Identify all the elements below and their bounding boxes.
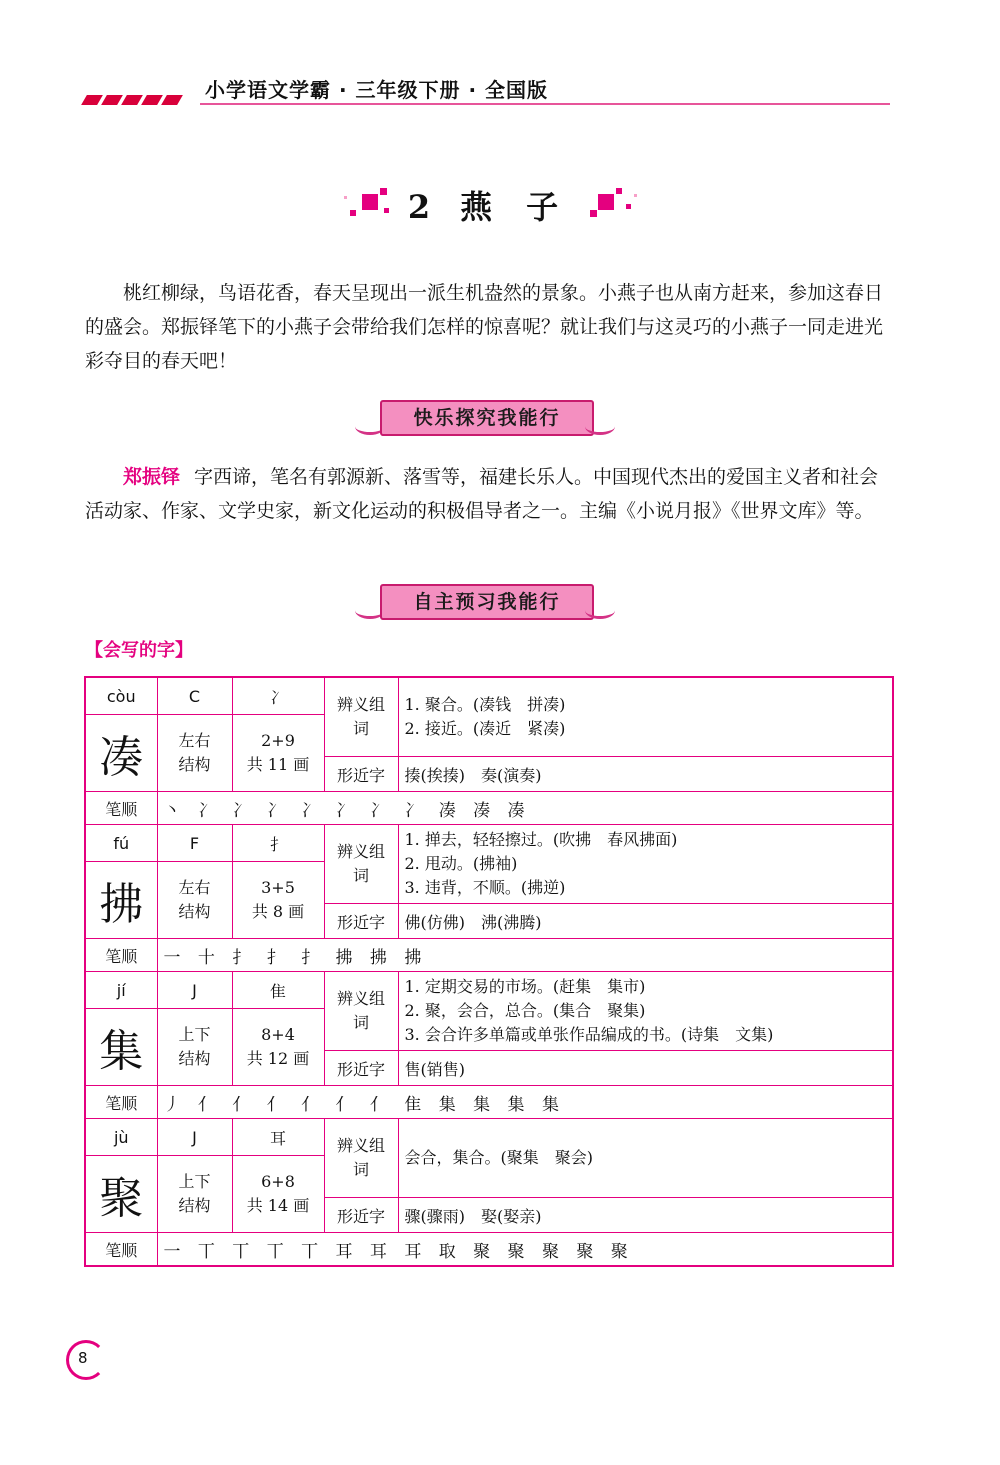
stroke-order: 丿 亻 亻 亻 亻 亻 亻 隹 集 集 集 集 bbox=[157, 1086, 893, 1119]
stroke-order: 丶 冫 冫 冫 冫 冫 冫 冫 凑 凑 凑 bbox=[157, 792, 893, 825]
structure: 左右结构 bbox=[157, 862, 232, 939]
similar-label: 形近字 bbox=[324, 1198, 398, 1233]
count-formula: 8+4 bbox=[261, 1025, 295, 1044]
structure: 上下结构 bbox=[157, 1009, 232, 1086]
meaning-label: 辨义组词 bbox=[324, 825, 398, 904]
stroke-count bbox=[232, 1156, 324, 1233]
index-letter: J bbox=[157, 1119, 232, 1156]
radical: 冫 bbox=[232, 677, 324, 715]
stroke-order: 一 十 扌 扌 扌 拂 拂 拂 bbox=[157, 939, 893, 972]
meaning-list bbox=[398, 677, 893, 757]
similar-chars: 骤(骤雨) 娶(娶亲) bbox=[398, 1198, 893, 1233]
radical: 耳 bbox=[232, 1119, 324, 1156]
char-row-pinyin bbox=[85, 677, 893, 715]
strokes-label: 笔顺 bbox=[85, 1086, 157, 1119]
meaning-list bbox=[398, 825, 893, 904]
meaning-item: 1. 掸去，轻轻擦过。(吹拂 春风拂面) bbox=[404, 830, 678, 849]
index-letter: F bbox=[157, 825, 232, 862]
table-label: 【会写的字】 bbox=[85, 640, 193, 661]
count-formula: 6+8 bbox=[261, 1172, 295, 1191]
lesson-number: 2 bbox=[407, 188, 431, 226]
strokes-label: 笔顺 bbox=[85, 1233, 157, 1267]
meaning-item: 2. 接近。(凑近 紧凑) bbox=[404, 719, 566, 738]
strokes-label: 笔顺 bbox=[85, 939, 157, 972]
header-divider bbox=[200, 103, 890, 105]
similar-label: 形近字 bbox=[324, 757, 398, 792]
intro-paragraph: 桃红柳绿，鸟语花香，春天呈现出一派生机盎然的景象。小燕子也从南方赶来，参加这春日的盛会。郑振铎笔下的小燕子会带给我们怎样的惊喜呢？就让我们与这灵巧的小燕子一同走进光彩夺目的春天吧！ bbox=[85, 282, 884, 372]
count-total: 共 14 画 bbox=[246, 1196, 310, 1215]
banner-wing-right-icon bbox=[585, 418, 615, 435]
meaning-item: 2. 聚，会合，总合。(集合 聚集) bbox=[404, 1001, 646, 1020]
meaning-label: 辨义组词 bbox=[324, 972, 398, 1051]
character: 集 bbox=[85, 1009, 157, 1086]
count-total: 共 12 画 bbox=[246, 1049, 310, 1068]
similar-chars: 售(销售) bbox=[398, 1051, 893, 1086]
stroke-count bbox=[232, 862, 324, 939]
meaning-label: 辨义组词 bbox=[324, 677, 398, 757]
book-title: 小学语文学霸 · 三年级下册 · 全国版 bbox=[205, 78, 549, 102]
section-banner-label: 自主预习我能行 bbox=[380, 584, 594, 620]
count-formula: 3+5 bbox=[261, 878, 295, 897]
meaning-item: 1. 定期交易的市场。(赶集 集市) bbox=[404, 977, 646, 996]
meaning-item: 1. 聚合。(凑钱 拼凑) bbox=[404, 695, 566, 714]
stroke-count bbox=[232, 715, 324, 792]
count-total: 共 11 画 bbox=[246, 755, 310, 774]
radical: 隹 bbox=[232, 972, 324, 1009]
similar-label: 形近字 bbox=[324, 1051, 398, 1086]
meaning-list bbox=[398, 1119, 893, 1198]
meaning-item: 3. 会合许多单篇或单张作品编成的书。(诗集 文集) bbox=[404, 1025, 774, 1044]
index-letter: J bbox=[157, 972, 232, 1009]
section-banner-label: 快乐探究我能行 bbox=[380, 400, 594, 436]
stroke-count bbox=[232, 1009, 324, 1086]
pinyin: còu bbox=[85, 677, 157, 715]
stroke-order: 一 丅 丅 丅 丅 耳 耳 耳 取 聚 聚 聚 聚 聚 bbox=[157, 1233, 893, 1267]
page-number-badge bbox=[66, 1340, 106, 1380]
char-row-pinyin bbox=[85, 972, 893, 1009]
similar-chars: 佛(仿佛) 沸(沸腾) bbox=[398, 904, 893, 939]
character: 凑 bbox=[85, 715, 157, 792]
char-row-pinyin bbox=[85, 825, 893, 862]
meaning-item: 会合，集合。(聚集 聚会) bbox=[404, 1148, 593, 1167]
banner-wing-right-icon bbox=[585, 602, 615, 619]
lesson-title bbox=[0, 182, 1000, 228]
char-row-strokes bbox=[85, 1233, 893, 1267]
author-paragraph bbox=[85, 460, 895, 528]
character: 拂 bbox=[85, 862, 157, 939]
meaning-item: 3. 违背，不顺。(拂逆) bbox=[404, 878, 566, 897]
author-name: 郑振铎 bbox=[123, 466, 181, 488]
section-banner-preview bbox=[355, 580, 615, 626]
count-formula: 2+9 bbox=[261, 731, 295, 750]
pinyin: jí bbox=[85, 972, 157, 1009]
structure: 左右结构 bbox=[157, 715, 232, 792]
char-row-strokes bbox=[85, 1086, 893, 1119]
strokes-label: 笔顺 bbox=[85, 792, 157, 825]
author-bio: 字西谛，笔名有郭源新、落雪等，福建长乐人。中国现代杰出的爱国主义者和社会活动家、作家、文学史家，新文化运动的积极倡导者之一。主编《小说月报》《世界文库》等。 bbox=[85, 466, 879, 522]
char-row-strokes bbox=[85, 939, 893, 972]
meaning-list bbox=[398, 972, 893, 1051]
header-decoration bbox=[84, 90, 204, 104]
similar-label: 形近字 bbox=[324, 904, 398, 939]
index-letter: C bbox=[157, 677, 232, 715]
lesson-name: 燕子 bbox=[460, 188, 593, 226]
meaning-label: 辨义组词 bbox=[324, 1119, 398, 1198]
meaning-item: 2. 甩动。(拂袖) bbox=[404, 854, 518, 873]
radical: 扌 bbox=[232, 825, 324, 862]
char-row-strokes bbox=[85, 792, 893, 825]
character: 聚 bbox=[85, 1156, 157, 1233]
structure: 上下结构 bbox=[157, 1156, 232, 1233]
char-row-pinyin bbox=[85, 1119, 893, 1156]
similar-chars: 揍(挨揍) 奏(演奏) bbox=[398, 757, 893, 792]
count-total: 共 8 画 bbox=[251, 902, 305, 921]
character-table bbox=[84, 676, 894, 1267]
pinyin: fú bbox=[85, 825, 157, 862]
section-banner-explore bbox=[355, 396, 615, 442]
pinyin: jù bbox=[85, 1119, 157, 1156]
page-number: 8 bbox=[78, 1349, 88, 1367]
